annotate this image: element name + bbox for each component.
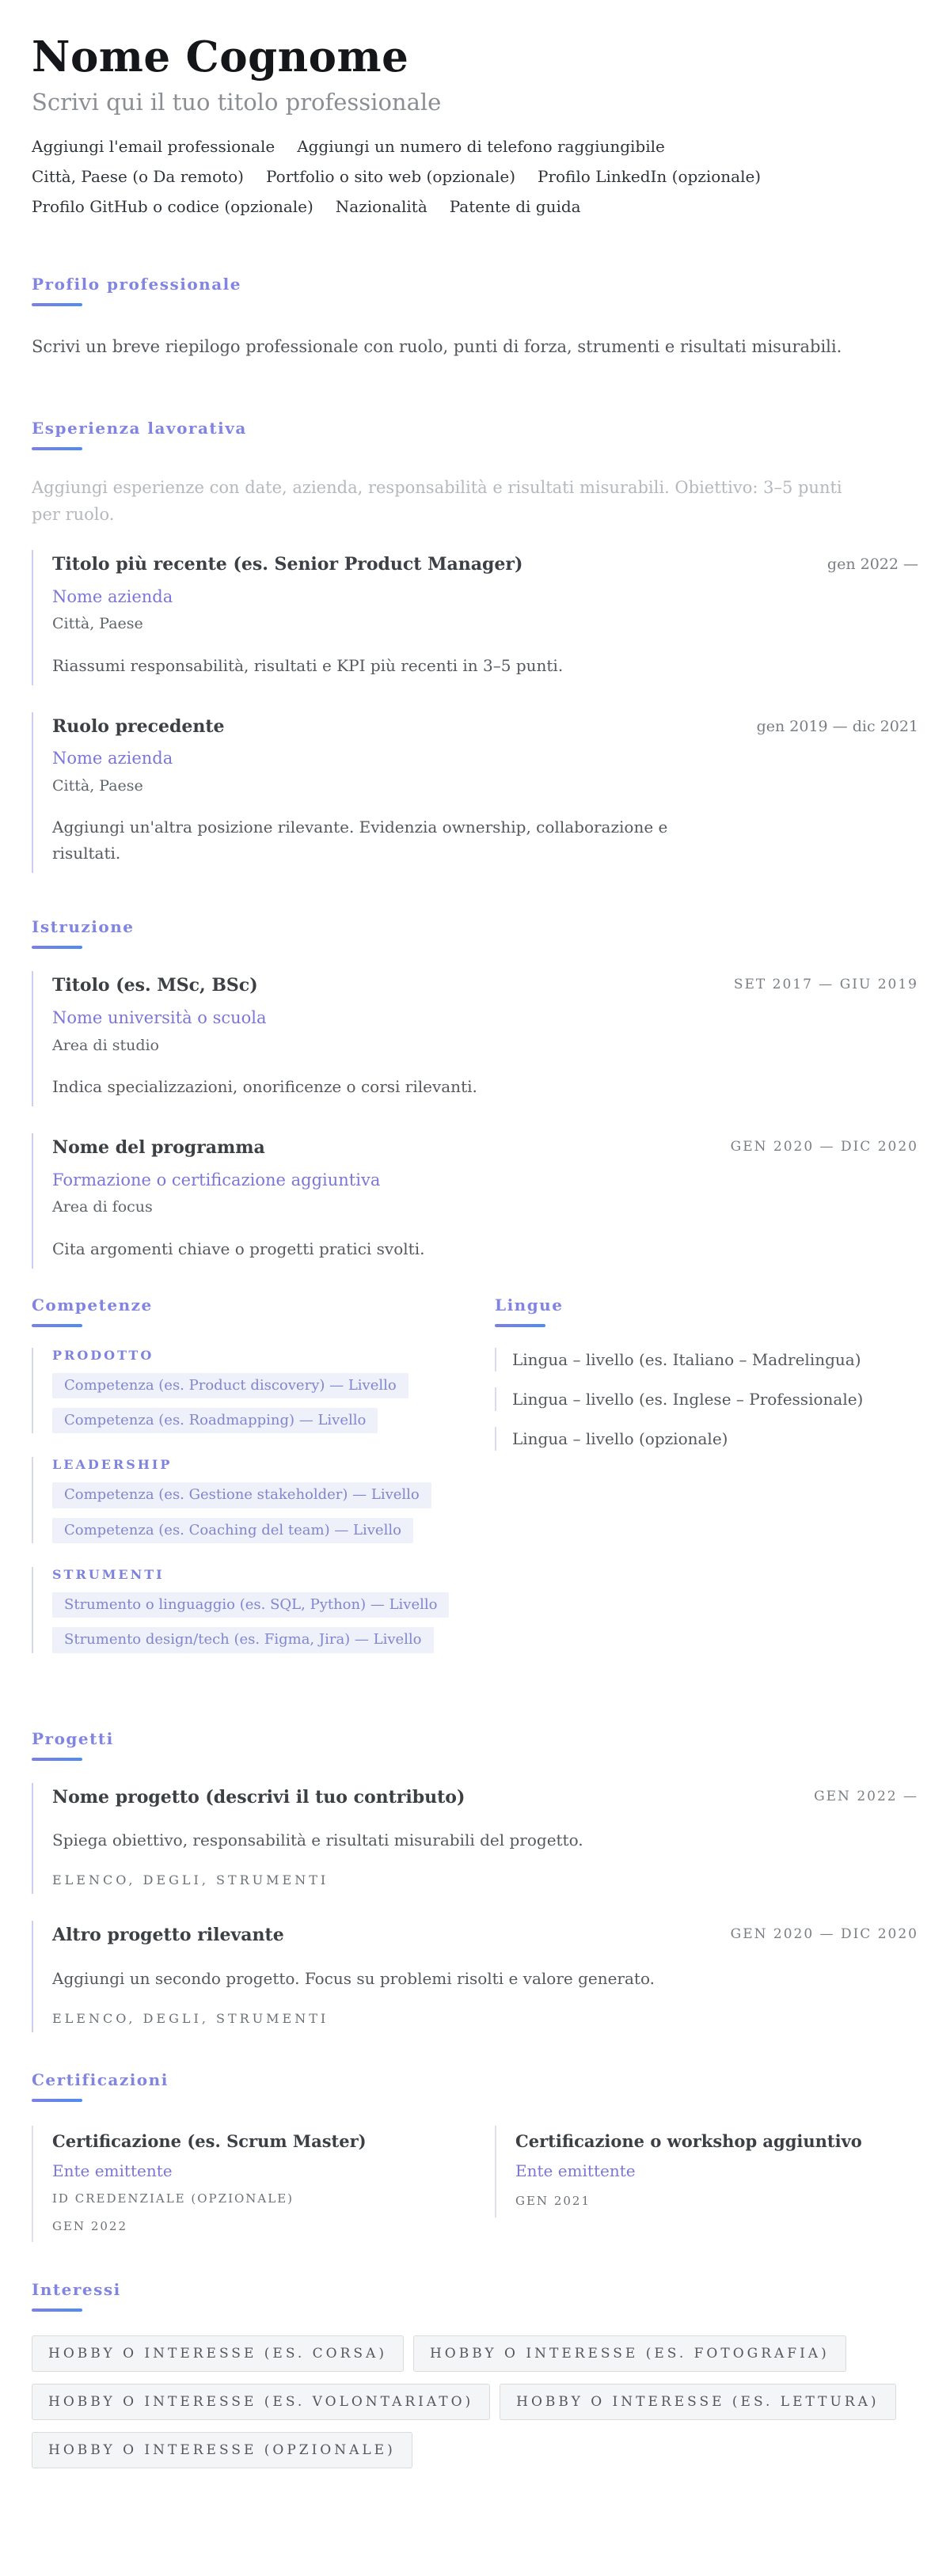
issuer-link[interactable]: Ente emittente [515,2161,636,2181]
section-certifications [32,2070,918,2242]
study-area: Area di focus [52,1198,153,1216]
interest-list [32,2335,918,2468]
full-name: Nome Cognome [32,32,409,82]
education-description: Indica specializzazioni, onorificenze o corsi rilevanti. [52,1077,477,1097]
project-dates: GEN 2020 — DIC 2020 [730,1926,918,1943]
skill-group [32,1348,471,1434]
school-link[interactable]: Nome università o scuola [52,1008,267,1028]
entry-header [52,1924,918,1948]
education-entry [32,1133,918,1269]
certification-date: GEN 2021 [515,2194,591,2209]
entry-header [52,553,918,577]
certifications-heading: Certificazioni [32,2070,169,2089]
company-link[interactable]: Nome azienda [52,586,173,606]
education-entry [32,971,918,1106]
study-area: Area di studio [52,1036,159,1054]
credential-id: ID CREDENZIALE (OPZIONALE) [52,2191,294,2206]
experience-entry [32,550,918,685]
professional-title: Scrivi qui il tuo titolo professionale [32,88,442,116]
contact-website: Portfolio o sito web (opzionale) [266,167,515,187]
experience-entry [32,712,918,874]
section-interests [32,2280,918,2468]
project-title: Altro progetto rilevante [52,1925,284,1946]
job-title: Titolo più recente (es. Senior Product Manager) [52,554,523,575]
language-item: Lingua – livello (es. Inglese – Professionale) [495,1387,918,1411]
degree-title: Titolo (es. MSc, BSc) [52,975,258,996]
certification-date: GEN 2022 [52,2218,127,2233]
entry-header [52,974,918,998]
skills-languages-row [32,1296,918,1653]
heading-underline [32,1324,82,1327]
skill-chip: Competenza (es. Gestione stakeholder) — Livello [52,1482,431,1508]
contact-phone: Aggiungi un numero di telefono raggiungibile [297,137,665,157]
issuer-link[interactable]: Ente emittente [52,2161,173,2181]
skill-chip: Competenza (es. Roadmapping) — Livello [52,1408,378,1433]
heading-underline [32,303,82,306]
skill-chip: Strumento o linguaggio (es. SQL, Python) — Livello [52,1592,449,1618]
skills-heading: Competenze [32,1295,153,1315]
contact-row [32,195,918,218]
contact-block [32,135,918,218]
section-education [32,917,918,1268]
certification-title: Certificazione (es. Scrum Master) [52,2130,367,2151]
project-description: Aggiungi un secondo progetto. Focus su problemi risolti e valore generato. [52,1968,655,1988]
heading-underline [495,1324,545,1327]
education-dates: GEN 2020 — DIC 2020 [730,1139,918,1155]
company-link[interactable]: Nome azienda [52,749,173,768]
section-profile [32,275,918,360]
project-entry [32,1921,918,2032]
job-dates: gen 2022 — [826,556,918,574]
entry-header [52,1136,918,1160]
interest-chip: HOBBY O INTERESSE (ES. CORSA) [32,2335,404,2372]
section-skills [32,1296,471,1653]
skill-chip: Competenza (es. Coaching del team) — Livello [52,1518,413,1543]
project-dates: GEN 2022 — [814,1788,918,1804]
interests-heading: Interessi [32,2279,121,2299]
interest-chip: HOBBY O INTERESSE (ES. FOTOGRAFIA) [413,2335,846,2372]
entry-header [52,715,918,739]
profile-heading: Profilo professionale [32,275,241,294]
contact-driving-license: Patente di guida [449,197,581,217]
heading-underline [32,2099,82,2102]
resume-header [32,33,918,218]
interest-chip: HOBBY O INTERESSE (ES. LETTURA) [500,2384,895,2420]
job-description: Aggiungi un'altra posizione rilevante. Evidenzia ownership, collaborazione e risultati. [52,818,668,863]
certification-entry [495,2126,918,2217]
education-heading: Istruzione [32,917,135,937]
language-item: Lingua – livello (opzionale) [495,1427,918,1451]
section-experience [32,419,918,873]
contact-nationality: Nazionalità [335,197,428,217]
job-title: Ruolo precedente [52,715,225,737]
job-description: Riassumi responsabilità, risultati e KPI più recenti in 3–5 punti. [52,655,564,675]
job-dates: gen 2019 — dic 2021 [756,717,918,735]
contact-linkedin: Profilo LinkedIn (opzionale) [538,167,762,187]
entry-header [52,1786,918,1810]
skill-group-label: PRODOTTO [52,1347,154,1363]
education-dates: SET 2017 — GIU 2019 [733,977,918,993]
language-list [495,1348,918,1451]
interest-chip: HOBBY O INTERESSE (ES. VOLONTARIATO) [32,2384,490,2420]
project-description: Spiega obiettivo, responsabilità e risultati misurabili del progetto. [52,1831,583,1850]
projects-heading: Progetti [32,1728,114,1748]
certification-row [32,2126,918,2242]
certification-entry [32,2126,471,2242]
education-description: Cita argomenti chiave o progetti pratici svolti. [52,1239,425,1258]
interest-chip: HOBBY O INTERESSE (OPZIONALE) [32,2432,412,2468]
project-entry [32,1783,918,1895]
contact-email: Aggiungi l'email professionale [32,137,276,157]
job-location: Città, Paese [52,615,143,633]
experience-intro: Aggiungi esperienze con date, azienda, responsabilità e risultati misurabili. Obiettivo: 3–5 punti per ruolo. [32,478,842,525]
contact-location: Città, Paese (o Da remoto) [32,167,244,187]
skill-chip: Competenza (es. Product discovery) — Livello [52,1373,408,1398]
project-tools: ELENCO, DEGLI, STRUMENTI [52,1872,329,1888]
language-item: Lingua – livello (es. Italiano – Madrelingua) [495,1348,918,1371]
heading-underline [32,946,82,949]
experience-heading: Esperienza lavorativa [32,419,247,438]
project-tools: ELENCO, DEGLI, STRUMENTI [52,2010,329,2026]
skill-group-label: STRUMENTI [52,1567,165,1582]
heading-underline [32,2309,82,2312]
heading-underline [32,1758,82,1761]
languages-heading: Lingue [495,1295,564,1315]
contact-row [32,165,918,188]
job-location: Città, Paese [52,776,143,795]
certification-title: Certificazione o workshop aggiuntivo [515,2130,862,2151]
profile-summary: Scrivi un breve riepilogo professionale con ruolo, punti di forza, strumenti e risultati misurabili. [32,337,842,357]
contact-row [32,135,918,157]
school-link[interactable]: Formazione o certificazione aggiuntiva [52,1170,381,1189]
heading-underline [32,447,82,450]
section-projects [32,1729,918,2032]
section-languages [495,1296,918,1451]
project-title: Nome progetto (descrivi il tuo contributo) [52,1786,466,1808]
skill-group-label: LEADERSHIP [52,1457,173,1473]
skill-group [32,1567,471,1653]
skill-group [32,1457,471,1543]
contact-github: Profilo GitHub o codice (opzionale) [32,197,314,217]
skill-chip: Strumento design/tech (es. Figma, Jira) — Livello [52,1627,434,1652]
degree-title: Nome del programma [52,1137,265,1159]
